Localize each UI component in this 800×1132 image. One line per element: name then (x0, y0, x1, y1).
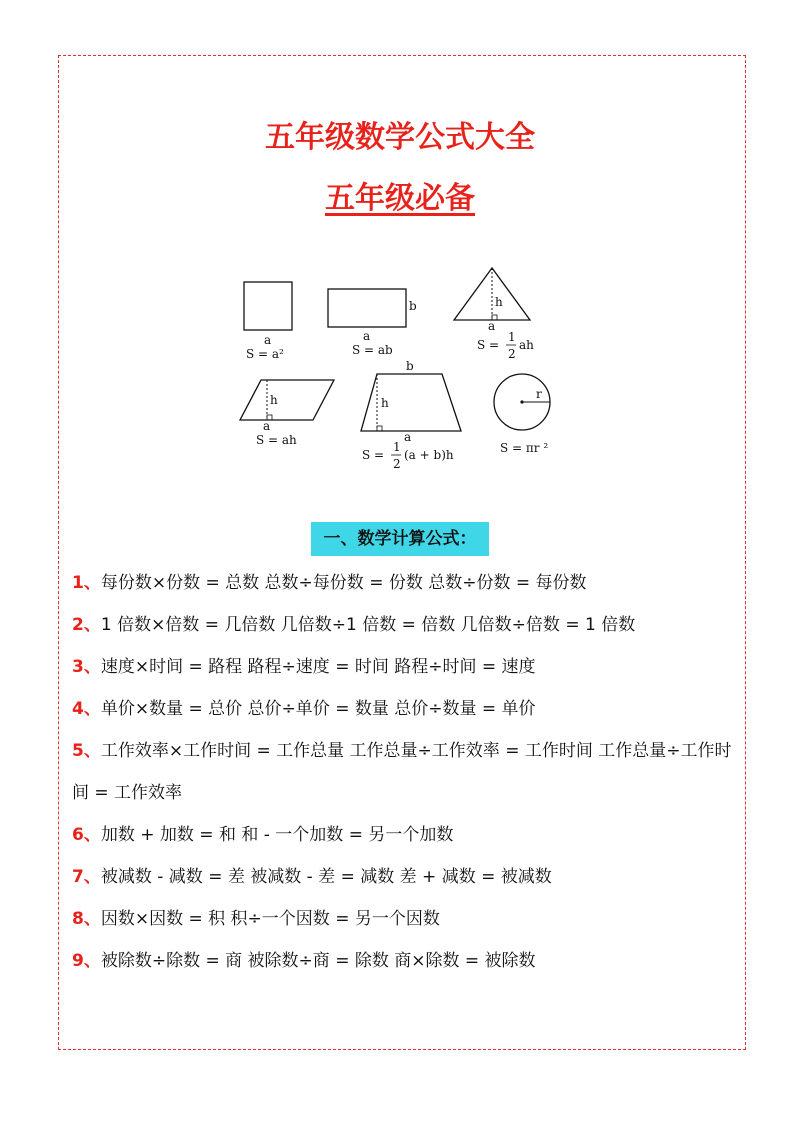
trapezoid-formula-prefix: S = (362, 448, 385, 462)
item-text: 每份数×份数 = 总数 总数÷每份数 = 份数 总数÷份数 = 每份数 (100, 573, 587, 593)
item-number: 1、 (72, 573, 101, 593)
item-text: 加数 + 加数 = 和 和 - 一个加数 = 另一个加数 (100, 825, 454, 845)
square-diagram (244, 282, 292, 361)
subtitle-text: 五年级必备 (325, 181, 475, 216)
trapezoid-formula-suffix: (a + b)h (404, 448, 454, 462)
item-number: 8、 (72, 909, 101, 929)
item-number: 9、 (72, 951, 101, 971)
list-item (72, 688, 732, 730)
page-title: 五年级数学公式大全 (265, 120, 535, 155)
list-item (72, 730, 732, 814)
parallelogram-diagram (240, 380, 334, 447)
item-number: 4、 (72, 699, 101, 719)
triangle-formula-suffix: ah (519, 338, 534, 352)
rectangle-diagram (328, 289, 417, 357)
trapezoid-diagram (361, 359, 461, 471)
trapezoid-fraction-numerator: 1 (393, 440, 401, 454)
formula-list (72, 562, 732, 982)
parallelogram-base-label: a (263, 419, 271, 433)
trapezoid-fraction-denominator: 2 (393, 457, 401, 471)
list-item (72, 814, 732, 856)
triangle-height-label: h (495, 295, 503, 309)
circle-formula: S = πr ² (500, 441, 549, 455)
trapezoid-height-label: h (381, 396, 389, 410)
item-number: 6、 (72, 825, 101, 845)
list-item (72, 604, 732, 646)
rectangle-width-label: a (363, 329, 371, 343)
triangle-base-label: a (488, 319, 496, 333)
square-side-label: a (264, 333, 272, 347)
triangle-formula-prefix: S = (477, 338, 500, 352)
parallelogram-height-label: h (270, 393, 278, 407)
item-text: 单价×数量 = 总价 总价÷单价 = 数量 总价÷数量 = 单价 (100, 699, 536, 719)
item-text: 因数×因数 = 积 积÷一个因数 = 另一个因数 (100, 909, 440, 929)
item-number: 2、 (72, 615, 101, 635)
triangle-fraction-denominator: 2 (508, 347, 516, 361)
item-text: 被减数 - 减数 = 差 被减数 - 差 = 减数 差 + 减数 = 被减数 (100, 867, 552, 887)
list-item (72, 940, 732, 982)
list-item (72, 856, 732, 898)
item-text: 1 倍数×倍数 = 几倍数 几倍数÷1 倍数 = 倍数 几倍数÷倍数 = 1 倍数 (100, 615, 636, 635)
rectangle-formula: S = ab (352, 343, 393, 357)
item-text: 工作效率×工作时间 = 工作总量 工作总量÷工作效率 = 工作时间 工作总量÷工作时间 = 工作效率 (72, 741, 732, 803)
triangle-fraction-numerator: 1 (508, 330, 516, 344)
trapezoid-top-label: b (406, 359, 414, 373)
item-text: 速度×时间 = 路程 路程÷速度 = 时间 路程÷时间 = 速度 (100, 657, 536, 677)
item-number: 7、 (72, 867, 101, 887)
item-number: 5、 (72, 741, 101, 761)
triangle-diagram (454, 268, 534, 361)
trapezoid-base-label: a (404, 430, 412, 444)
circle-diagram (494, 374, 550, 455)
list-item (72, 898, 732, 940)
rectangle-height-label: b (409, 299, 417, 313)
area-formula-figure (230, 262, 575, 474)
section-heading: 一、数学计算公式： (311, 522, 489, 556)
square-formula: S = a² (246, 347, 284, 361)
list-item (72, 646, 732, 688)
list-item (72, 562, 732, 604)
item-text: 被除数÷除数 = 商 被除数÷商 = 除数 商×除数 = 被除数 (100, 951, 536, 971)
parallelogram-formula: S = ah (256, 433, 297, 447)
item-number: 3、 (72, 657, 101, 677)
page-subtitle (0, 173, 800, 217)
circle-radius-label: r (536, 387, 542, 401)
